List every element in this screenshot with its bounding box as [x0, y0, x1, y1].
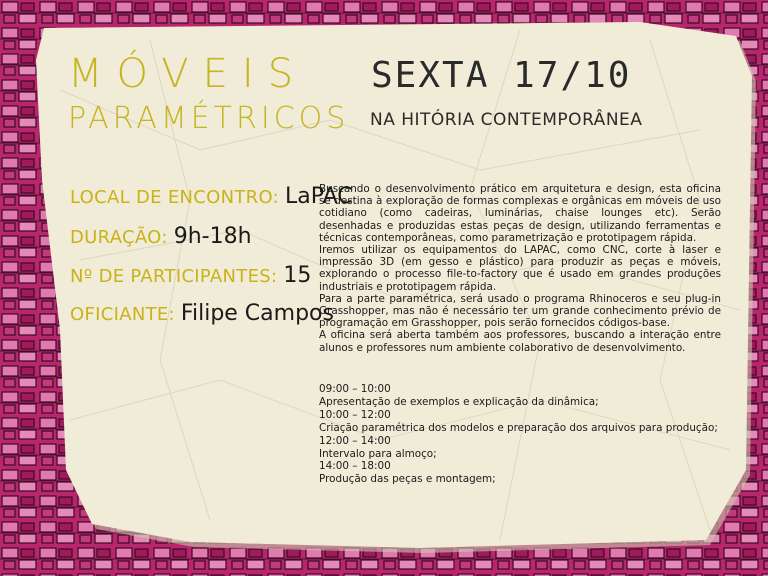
description-paragraph: Iremos utilizar os equipamentos do LAPAC, como CNC, corte à laser e impressão 3D (em gesso e plástico) para produzir as peças e móveis, explorando o processo file-to-factory que é usado em grandes produções industriais e prototipagem rápida.: [319, 244, 721, 293]
instructor-value: Filipe Campos: [180, 301, 334, 326]
schedule-activity: Criação paramétrica dos modelos e preparação dos arquivos para produção;: [319, 421, 718, 434]
description-paragraph: Para a parte paramétrica, será usado o programa Rhinoceros e seu plug-in Grasshopper, mas não é necessário ter um grande conhecimento prévio de programação em Grasshopper, pois serão fornecidos códigos-base.: [319, 292, 721, 330]
schedule-time: 09:00 – 10:00: [319, 383, 391, 395]
schedule-activity: Intervalo para almoço;: [319, 447, 437, 460]
duration-row: [70, 226, 252, 248]
duration-label: DURAÇÃO:: [70, 227, 168, 248]
location-label: LOCAL DE ENCONTRO:: [70, 187, 279, 208]
schedule-time: 12:00 – 14:00: [319, 434, 391, 447]
participants-label: Nº DE PARTICIPANTES:: [70, 266, 278, 287]
duration-value: 9h-18h: [173, 224, 252, 249]
title-line-2: PARAMÉTRICOS: [68, 101, 350, 136]
description-text: [319, 183, 721, 354]
title-line-1: MÓVEIS: [68, 51, 308, 97]
participants-value: 15: [283, 263, 312, 288]
location-value: LaPAC: [285, 184, 353, 209]
schedule-activity: Produção das peças e montagem;: [319, 473, 496, 486]
location-row: [70, 186, 353, 208]
schedule-list: [319, 383, 739, 486]
event-subtitle: NA HITÓRIA CONTEMPORÂNEA: [370, 110, 643, 130]
schedule-activity: Apresentação de exemplos e explicação da dinâmica;: [319, 395, 599, 408]
description-paragraph: Buscando o desenvolvimento prático em arquitetura e design, esta oficina se destina à exploração de formas complexas e orgânicas em móveis de uso cotidiano (como cadeiras, luminárias, chaise lounges etc). Serão desenhadas e produzidas estas peças de design, utilizando ferramentas e técnicas contemporâneas, como parametrização e prototipagem rápida.: [319, 183, 721, 244]
instructor-label: OFICIANTE:: [70, 304, 175, 325]
event-date: SEXTA 17/10: [371, 55, 632, 96]
instructor-row: [70, 303, 334, 325]
schedule-time: 14:00 – 18:00: [319, 460, 391, 473]
description-paragraph: A oficina será aberta também aos professores, buscando a interação entre alunos e professores num ambiente colaborativo de desenvolvimento.: [319, 329, 721, 354]
participants-row: [70, 265, 311, 287]
schedule-time: 10:00 – 12:00: [319, 408, 391, 421]
